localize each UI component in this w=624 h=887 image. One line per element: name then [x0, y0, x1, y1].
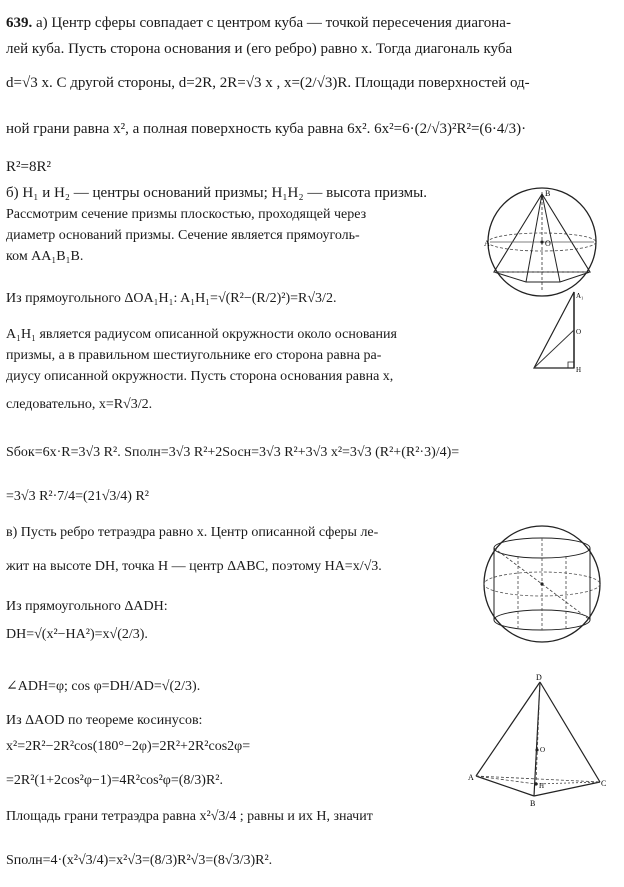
label-triangle-h: H	[576, 366, 582, 374]
text-line: d=√3 x. С другой стороны, d=2R, 2R=√3 x , x=(2/√3)R. Площади поверхностей од-	[6, 75, 530, 91]
label-tetra-c: C	[601, 779, 607, 788]
text-line: диусу описанной окружности. Пусть сторона основания равна x,	[6, 369, 394, 384]
text-line: Sбок=6x·R=3√3 R². Sполн=3√3 R²+2Sосн=3√3 R²+3√3 x²=3√3 (R²+(R²·3)/4)=	[6, 445, 460, 460]
text-line-content: а) Центр сферы совпадает с центром куба — точкой пересечения диагона-	[36, 15, 511, 31]
text-line: в) Пусть ребро тетраэдра равно x. Центр описанной сферы ле-	[6, 525, 379, 540]
label-triangle-o: O	[576, 328, 582, 336]
sphere-prism-svg	[482, 184, 602, 302]
text-line: R²=8R²	[6, 159, 51, 175]
label-tetra-o: O	[540, 746, 546, 754]
problem-number: 639.	[6, 15, 33, 31]
text-line: =2R²(1+2cos²φ−1)=4R²cos²φ=(8/3)R².	[6, 773, 223, 788]
text-line: A₁H₁ является радиусом описанной окружности около основания	[6, 327, 397, 342]
text-line: DH=√(x²−HA²)=x√(2/3).	[6, 627, 148, 642]
text-line: Sполн=4·(x²√3/4)=x²√3=(8/3)R²√3=(8√3/3)R².	[6, 853, 273, 868]
text-line: ной грани равна x², а полная поверхность куба равна 6x². 6x²=6·(2/√3)²R²=(6·4/3)·	[6, 121, 527, 137]
text-line: диаметр оснований призмы. Сечение является прямоуголь-	[6, 228, 360, 243]
text-line: лей куба. Пусть сторона основания и (его ребро) равно x. Тогда диагональ куба	[6, 41, 513, 57]
text-line: ∠ADH=φ; cos φ=DH/AD=√(2/3).	[6, 679, 201, 694]
text-line: Рассмотрим сечение призмы плоскостью, проходящей через	[6, 207, 367, 222]
text-line: Из прямоугольного ΔOA₁H₁: A₁H₁=√(R²−(R/2)²)=R√3/2.	[6, 291, 337, 306]
tetrahedron-figure	[468, 672, 608, 808]
text-line: б) H₁ и H₂ — центры оснований призмы; H₁H₂ — высота призмы.	[6, 185, 427, 201]
sphere-prism-figure	[482, 184, 602, 302]
text-line: x²=2R²−2R²cos(180°−2φ)=2R²+2R²cos2φ=	[6, 739, 251, 754]
text-line: жит на высоте DH, точка H — центр ΔABC, поэтому HA=x/√3.	[6, 559, 382, 574]
label-triangle-a1: A₁	[576, 292, 584, 300]
label-tetra-h: H	[539, 782, 545, 790]
text-line: призмы, а в правильном шестиугольнике его сторона равна ра-	[6, 348, 382, 363]
text-line: ком AA₁B₁B.	[6, 249, 84, 264]
text-line	[6, 14, 511, 32]
label-tetra-b: B	[530, 799, 536, 808]
label-tetra-d: D	[536, 673, 542, 682]
label-prism-a: A	[484, 239, 490, 248]
label-tetra-a: A	[468, 773, 474, 782]
text-line: =3√3 R²·7/4=(21√3/4) R²	[6, 489, 149, 504]
text-line: следовательно, x=R√3/2.	[6, 397, 153, 412]
right-triangle-figure	[520, 288, 590, 376]
tetrahedron-svg	[468, 672, 608, 808]
text-line: Из ΔAOD по теореме косинусов:	[6, 713, 203, 728]
sphere-cylinder-svg	[480, 520, 604, 648]
text-line: Площадь грани тетраэдра равна x²√3/4 ; равны и их H, значит	[6, 809, 373, 824]
label-prism-o: O	[545, 239, 551, 248]
label-sphere-top: B	[545, 189, 551, 198]
right-triangle-svg	[520, 288, 590, 376]
text-line: Из прямоугольного ΔADH:	[6, 599, 168, 614]
sphere-cylinder-figure	[480, 520, 604, 648]
